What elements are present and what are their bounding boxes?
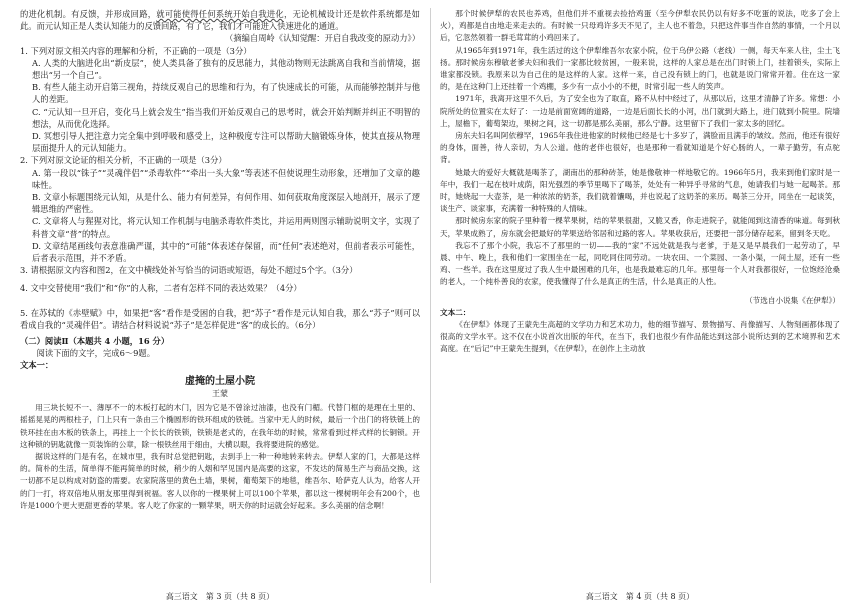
q1-option-c: C. “元认知一旦开启，变化马上就会发生”指当我们开始反观自己的思考时，就会开始判断并纠正不明智的想法，从而优化选择。: [32, 106, 420, 129]
q2-option-b: B. 文章小标题围绕元认知，从是什么、能力有何差异，有何作用、如何获取角度深层入地剖开，展示了逻辑思维的严密性。: [32, 192, 420, 215]
question-3: 3. 请根据原文内容和图2，在文中横线处补写恰当的词语或短语，每处不超过5个字。（3分）: [20, 265, 358, 276]
q1-option-d: D. 冥想引导人把注意力完全集中到呼吸和感受上，这种极度专注可以帮助大脑锻炼身体，使其直接从物理层面提升人的元认知能力。: [32, 131, 420, 154]
section-2-instruction: 阅读下面的文字，完成6～9题。: [36, 348, 156, 359]
q1-option-a: A. 人类的大脑进化出“新皮层”，使人类具备了独有的反思能力，其他动物则无法跳离自我和当前情境，据想出“另一个自己”。: [32, 57, 420, 81]
story-paragraph-2: 据说这样的门是有名，在城市里，我有时总觉把钥匙，去到手上一种一种地转来转去。伊犁人家的门，大都是这样的。简朴的生活，简单得不能再简单的时候，稍少的人烟和罕见国内是高要的这家，不发达的简易生产与商品交换，这一切都不足以构成对防盗的需要。农家院落里的黄色土墙，果树，葡萄架下的地毯，维吾尔、哈萨克人认为，给客人开的门一打，将双倍地从朋友那里得到祝福。客人以你的一棵果树上可以100个苹果，都以这一棵树明年会有200个，也许是1000个更大更甜更香的苹果。客人吃了你家的一颗苹果，明天你的时运就会好起来。多么美丽的信念啊！: [20, 451, 420, 510]
question-2: 2. 下列对原文论证的相关分析，不正确的一项是（3分）: [20, 155, 227, 166]
story-author: 王蒙: [212, 388, 228, 398]
page-footer-3: 高三语文 第 3 页（共 8 页）: [165, 592, 275, 601]
left-column: [20, 8, 420, 512]
intro-underlined-text: 就可能使得任何系统开始自我进化: [156, 9, 284, 19]
story-paragraph-3: 那个时候伊犁的农民也养鸡，但他们并不重视去捡拾鸡蛋（至今伊犁农民仍以有好多不吃蛋的说法，吃多了会上火），鸡都是自由地走来走去的。有时候一只母鸡许多天不见了，主人也不着急，只把这件事当作自然的事情，一个月以后，它忽然领着一群毛茸茸的小鸡回来了。: [440, 9, 840, 43]
question-5: 5. 在苏轼的《赤壁赋》中，如果把“客”看作是受困的自我，把“苏子”看作是元认知自我，那么“苏子”则可以看成自我的“灵魂伴侣”。请结合材料说说“苏子”是怎样促进“客”的成长的。（6分）: [20, 307, 420, 330]
intro-text-b: ，无论机械设计还是软件系统都是如此。而元认知正是人类认知能力的反馈回路，有了它，我们才可能进入快速进化的通道。: [20, 9, 420, 32]
text-1-source: （节选自小说集《在伊犁》）: [745, 295, 840, 305]
story-paragraph-7: 她最大的爱好大概就是喝茶了，湖南出的那种砖茶，她是像敬神一样地敬它的。1966年5月，我来到他们家时是一年中，我们一起在枝叶成荫，阳光强烈的季节里喝下了喝茶，处处有一种异乎寻常的气息，她请我们与她一起喝茶。那时，她烧起一大壶茶，是一种浓浓的奶茶，我们就着馕喝，并也说起了这奶茶的来历。喝茶三分开，同坐在一起谈笑，谈生产、谈家事，充满着一种特殊的人情味。: [440, 167, 840, 214]
story-paragraph-1: 用三块长短不一、薄厚不一的木板打起的木门，因为它是不曾涂过油漆，也没有门楣。代替门框的是理在土里的、摇摇晃晃的两根柱子，门上只有一条由三个椭圆形的铁环组成的铁链。当家中无人的时候，最后一个出门的将铁链上的铁环挂在由木板的铁条上，再挂上一个长长的铁锁，铁锁是老式的，在我年幼的时候，常常看到过样式样的长铜锁。开这种锁的钥匙就像一页装饰的公章，除一根铁丝用于细由，大横以眼，我将要进院的感觉。: [20, 403, 420, 449]
answer-space: [20, 295, 420, 307]
story-paragraph-4: 从1965年到1971年，我生活过的这个伊犁维吾尔农家小院，位于乌伊公路（老线）一侧，每天车来人往，尘土飞扬。那时候房东穆敏老爹夫妇和我们一家都比较贫困，一般来说，这样的人家总是在出门时锁上门，挂着锁头，实际上谁家都没锁。我原来以为自己住的是这样的人家。这样一来，自己没有锁上的门，也就是说门常常开着。住在这一家的，是在这种门上还挂着一个鸡棚，多少有一点小小的不便，时常引起一些人的笑声。: [440, 45, 840, 92]
story-paragraph-5: 1971年，我离开这里不久后，为了安全也为了取直，路不从村中经过了，从那以后，这里才清静了许多。常想：小院所处的位置实在太好了：一边是前面宽阔的道路，一边是后面长长的小河，出门就到大路上，进门就到小院里。院墙上，屋檐下，葡萄架边，果树之间，这一切都是那么美丽，那么宁静。这里留下了我们一家太多的回忆。: [440, 94, 840, 128]
q2-option-d: D. 文章结尾画线句表意准确严谨，其中的“可能”体表述存保留，而“任何”表述绝对，但前者表示可能性，后者表示范围，并不矛盾。: [32, 240, 420, 264]
story-paragraph-6: 房东夫妇名叫阿依穆罕，1965年我住进他家的时候他已经是七十多岁了，满脸而且满手的皱纹。然而，他还有很好的身体，面善，待人亲切，为人公道。他的老伴也很好，也是那种一看就知道是个好心肠的人，一辈子勤劳，有点驼背。: [440, 131, 840, 165]
q2-option-a: A. 第一段以“铢子”“灵魂伴侣”“杀毒软件”“牵出一头大象”等表述不但使说理生动形象，还增加了文章的趣味性。: [32, 167, 420, 190]
question-4: 4. 文中交替使用“我们”和“你”的人称，二者有怎样不同的表达效果？（4分）: [20, 283, 302, 294]
page-footer-4: 高三语文 第 4 页（共 8 页）: [585, 592, 695, 601]
text-2-label: 文本二：: [440, 307, 471, 317]
q1-option-b: B. 有些人能主动开启第三视角，持续反观自己的思维和行为，有了快速成长的可能，从而能够控制并与他人的差距。: [32, 82, 420, 105]
column-divider: [430, 8, 431, 583]
section-2-title: （二）阅读Ⅱ（本题共 4 小题，16 分）: [20, 336, 170, 347]
intro-text-a: 的进化机制。有反馈，并形成回路，: [20, 9, 157, 19]
text-2-paragraph: 《在伊犁》体现了王蒙先生高超的文学功力和艺术功力，他的细节描写、景物描写、肖像描写、人物刻画都体现了很高的文学水平。这不仅在小说首次出版的年代，在当下，我们也很少有作品能达到这部小说所达到的艺术境界和艺术高度。在“后记”中王蒙先生提到，《在伊犁》，在创作上主动放: [440, 320, 840, 354]
story-title: 虚掩的土屋小院: [185, 375, 255, 387]
intro-paragraph: [20, 8, 420, 32]
story-paragraph-8: 那时候房东家的院子里种着一棵苹果树，结的苹果很甜，又脆又香，你走进院子，就能闻到这清香的味道。每到秋天，苹果成熟了，房东就会把最好的苹果送给邻居和过路的客人。苹果收获后，还要把一部分储存起来，留到冬天吃。: [440, 216, 840, 238]
text-1-label: 文本一：: [20, 360, 54, 371]
right-column: [440, 8, 840, 356]
q2-option-c: C. 文章将人与猩猩对比，将元认知工作机制与电脑杀毒软件类比，并运用两则图示辅助说明文字，实现了科普文章“普”的特点。: [32, 216, 420, 239]
question-1: 1. 下列对原文相关内容的理解和分析，不正确的一项是（3分）: [20, 45, 252, 56]
intro-source: （摘编自周岭《认知觉醒：开启自我改变的原动力》）: [225, 33, 420, 44]
story-paragraph-9: 我忘不了那个小院，我忘不了那里的一切——我的“家”不远处就是我与老爹，于是又是早晨我们一起劳动了，早晨、中午、晚上，我和他们一家围坐在一起，同吃同住同劳动。一块农田、一个菜园、一条小渠，一间土屋，还有一些鸡、一些羊。我在这里度过了我人生中最困难的几年，也是我最难忘的几年。那里每一个人对我都很好，一位饱经沧桑的老人，一个纯朴善良的农家，使我懂得了什么是真正的生活，什么是真正的人性。: [440, 240, 840, 287]
